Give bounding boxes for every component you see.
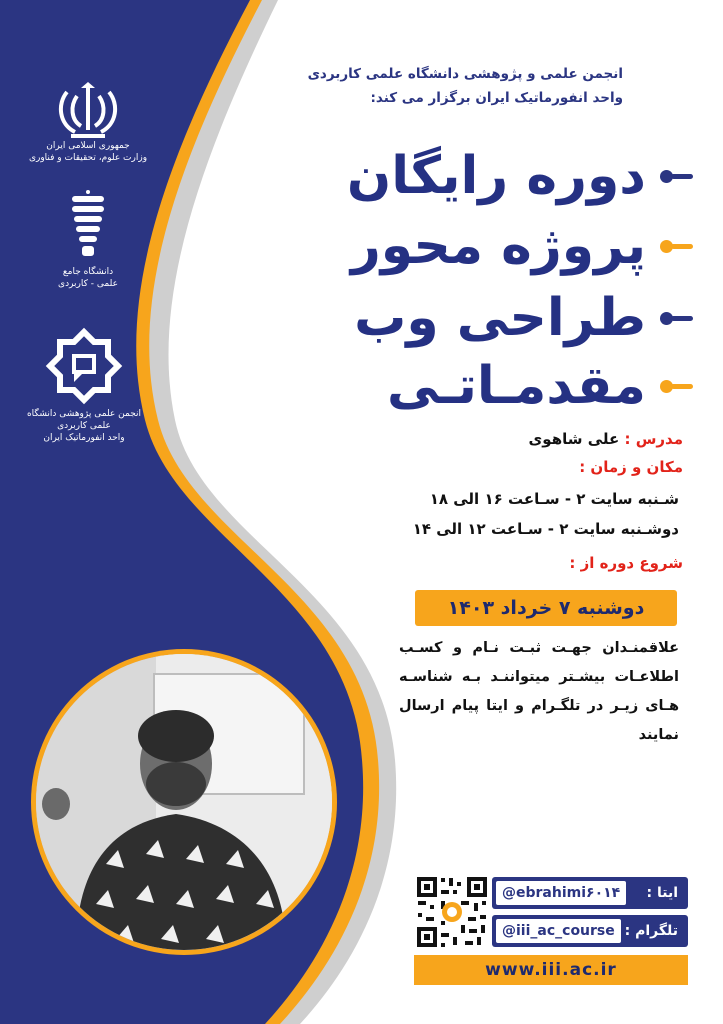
start-label: شروع دوره از : <box>569 554 683 572</box>
title-line-3: طراحی وب <box>354 288 646 348</box>
title-row-1 <box>293 140 693 212</box>
title-line-4: مقدمـاتـی <box>386 356 646 416</box>
description: علاقمنـدان جهـت ثبـت نـام و کسـب اطلاعـات بیشـتر میتواننـد بـه شناسـه هـای زیـر در تلگـرام و ایتا پیام ارسال نمایند <box>399 640 679 743</box>
assoc-caption-2: واحد انفورماتیک ایران <box>43 433 125 443</box>
title-row-4 <box>293 350 693 422</box>
qr-code-icon <box>414 874 490 950</box>
teacher-line <box>529 430 683 448</box>
title-line-2: پروژه محور <box>350 216 646 276</box>
eitaa-id[interactable]: @ebrahimi۶۰۱۴ <box>496 881 626 905</box>
telegram-label: تلگرام : <box>624 923 678 939</box>
title-row-3 <box>293 282 693 354</box>
title-row-2 <box>293 210 693 282</box>
telegram-id[interactable]: @iii_ac_course <box>496 919 621 943</box>
intro-line-1: انجمن علمی و پژوهشی دانشگاه علمی کاربردی <box>307 66 623 82</box>
bullet-icon <box>660 312 693 325</box>
title-line-1: دوره رایگان <box>346 146 646 206</box>
instructor-photo <box>36 654 332 950</box>
telegram-contact <box>492 915 688 947</box>
start-date-badge <box>415 590 677 626</box>
intro-line-2: واحد انفورماتیک ایران برگزار می کند: <box>370 90 623 106</box>
intro-text <box>243 62 623 110</box>
session-1: شـنبه سایت ۲ - سـاعت ۱۶ الی ۱۸ <box>429 490 679 508</box>
bullet-icon <box>660 380 693 393</box>
place-label: مکان و زمان : <box>579 458 683 476</box>
website-link[interactable]: www.iii.ac.ir <box>414 955 688 985</box>
start-date: دوشنبه ۷ خرداد ۱۴۰۳ <box>447 597 645 619</box>
teacher-label: مدرس : <box>624 430 683 448</box>
teacher-name: علی شاهوی <box>528 430 620 448</box>
assoc-caption-1: انجمن علمی پژوهشی دانشگاه علمی کاربردی <box>26 409 142 431</box>
bullet-icon <box>660 170 693 183</box>
iran-caption-1: جمهوری اسلامی ایران <box>46 141 130 151</box>
iran-caption-2: وزارت علوم، تحقیقات و فناوری <box>28 153 148 163</box>
uast-logo-icon <box>68 190 108 260</box>
iran-emblem-icon <box>55 82 121 140</box>
session-2: دوشـنبه سایت ۲ - سـاعت ۱۲ الی ۱۴ <box>412 520 679 538</box>
uast-caption-2: علمی - کاربردی <box>58 279 118 289</box>
bullet-icon <box>660 240 693 253</box>
eitaa-label: ایتا : <box>646 885 678 901</box>
eitaa-contact <box>492 877 688 909</box>
association-logo-icon <box>44 326 124 406</box>
uast-caption-1: دانشگاه جامع <box>62 267 114 277</box>
